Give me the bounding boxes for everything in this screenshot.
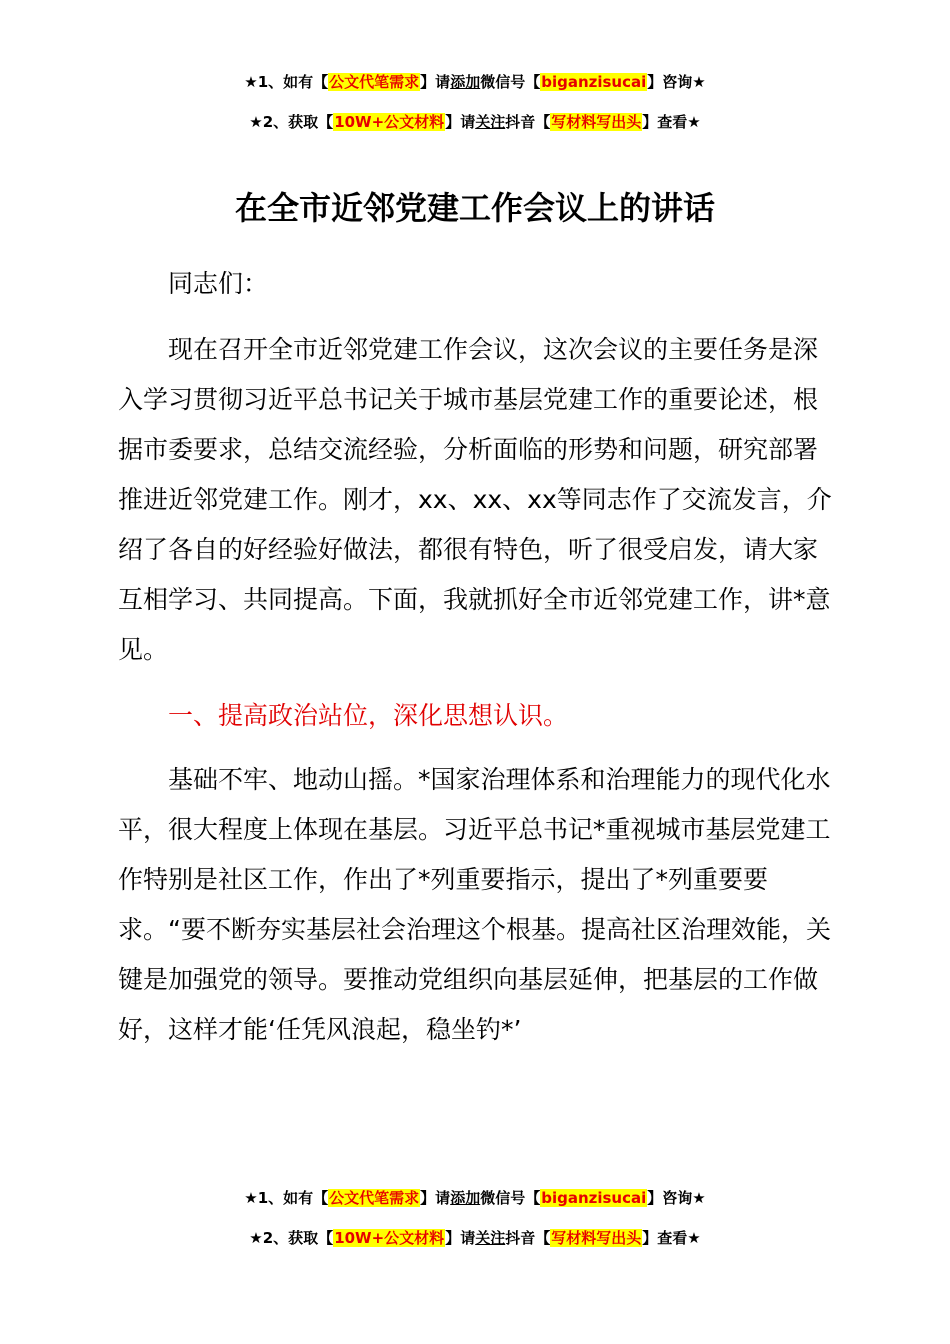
banner-text: 】请 (420, 73, 451, 91)
banner-text: 微信号【 (480, 73, 541, 91)
banner-text: ★2、获取【 (249, 113, 334, 131)
paragraph-2: 基础不牢、地动山摇。*国家治理体系和治理能力的现代化水平，很大程度上体现在基层。习近平总书记*重视城市基层党建工作特别是社区工作，作出了*列重要指示，提出了*列重要要求。“要不断夯实基层社会治理这个根基。提高社区治理效能，关键是加强党的领导。要推动党组织向基层延伸，把基层的工作做好，这样才能‘任凭风浪起，稳坐钓*’ (118, 765, 831, 1044)
banner-text: 微信号【 (480, 1189, 541, 1207)
banner-underlined: 添加 (450, 1189, 481, 1207)
banner-bottom-line1 (0, 1186, 950, 1210)
banner-top-line1 (0, 70, 950, 94)
banner-highlight: 写材料写出头 (551, 113, 642, 131)
document-body (118, 259, 838, 1055)
section-heading-1: 一、提高政治站位，深化思想认识。 (168, 701, 569, 730)
banner-highlight: 写材料写出头 (551, 1229, 642, 1247)
banner-text: 】查看★ (642, 1229, 701, 1247)
banner-text: ★1、如有【 (244, 1189, 329, 1207)
banner-highlight: biganzisucai (541, 1189, 647, 1207)
banner-underlined: 关注 (475, 113, 506, 131)
banner-text: 】请 (445, 113, 476, 131)
banner-text: ★2、获取【 (249, 1229, 334, 1247)
salutation: 同志们： (168, 269, 269, 298)
banner-bottom-line2 (0, 1226, 950, 1250)
banner-text: ★1、如有【 (244, 73, 329, 91)
banner-highlight: 10W+公文材料 (334, 1229, 445, 1247)
banner-highlight: 公文代笔需求 (329, 73, 420, 91)
banner-highlight: biganzisucai (541, 73, 647, 91)
banner-underlined: 关注 (475, 1229, 506, 1247)
banner-text: 抖音【 (505, 113, 551, 131)
banner-text: 】咨询★ (647, 73, 706, 91)
banner-top-line2 (0, 110, 950, 134)
banner-highlight: 10W+公文材料 (334, 113, 445, 131)
banner-text: 】请 (420, 1189, 451, 1207)
banner-text: 】查看★ (642, 113, 701, 131)
banner-text: 】咨询★ (647, 1189, 706, 1207)
banner-highlight: 公文代笔需求 (329, 1189, 420, 1207)
document-title: 在全市近邻党建工作会议上的讲话 (234, 189, 715, 227)
paragraph-1: 现在召开全市近邻党建工作会议，这次会议的主要任务是深入学习贯彻习近平总书记关于城市基层党建工作的重要论述，根据市委要求，总结交流经验，分析面临的形势和问题，研究部署推进近邻党建工作。刚才，xx、xx、xx等同志作了交流发言，介绍了各自的好经验好做法，都很有特色，听了很受启发，请大家互相学习、共同提高。下面，我就抓好全市近邻党建工作，讲*意见。 (118, 335, 832, 664)
banner-underlined: 添加 (450, 73, 481, 91)
banner-text: 抖音【 (505, 1229, 551, 1247)
banner-text: 】请 (445, 1229, 476, 1247)
